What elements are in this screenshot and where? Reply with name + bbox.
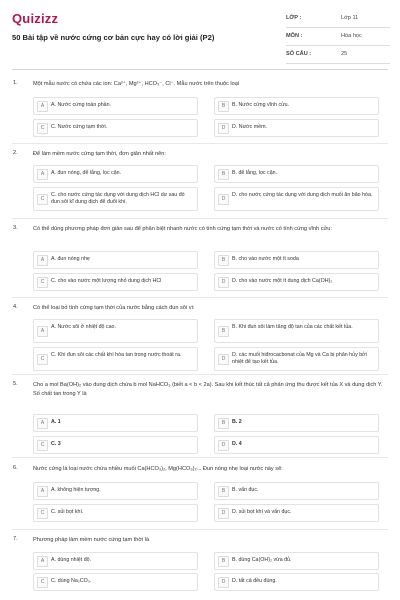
option-a[interactable] [33,97,198,115]
option-text: C. cho vào nước một lượng nhỏ dung dịch HCl [51,278,162,284]
option-a[interactable] [33,414,198,432]
meta-row-subject [286,28,390,46]
option-letter: A [37,556,48,567]
option-letter: C [37,508,48,519]
option-text: B. 2 [232,419,242,425]
option-letter: C [37,123,48,134]
option-text: B. Nước cứng vĩnh cửu. [232,102,290,108]
option-text: C. dùng Na₂CO₃. [51,578,92,584]
option-a[interactable] [33,319,198,343]
question-number: 4. [13,304,18,310]
question-text: Một mẫu nước có chứa các ion: Ca²⁺, Mg²⁺, HCO₃⁻, Cl⁻. Mẫu nước trên thuộc loại [33,81,240,87]
question-number: 2. [13,150,18,156]
option-text: D. tất cả đều đúng. [232,578,277,584]
option-letter: D [218,354,229,365]
option-text: C. Khi đun sôi các chất khí hòa tan trong nước thoát ra. [51,352,182,358]
option-text: C. Nước cứng tạm thời. [51,124,108,130]
option-d[interactable] [214,119,379,137]
question-divider [12,374,388,375]
option-b[interactable] [214,319,379,343]
option-a[interactable] [33,251,198,269]
quizizz-logo: Quizizz [12,11,59,26]
question-text: Phương pháp làm mềm nước cứng tạm thời là [33,537,150,543]
question-text: Nước cứng là loại nước chứa nhiều muối Ca(HCO₃)₂, Mg(HCO₃)₂... Đun nóng nhẹ loại nước này sẽ: [33,466,283,472]
option-letter: D [218,440,229,451]
question-text: Có thể dùng phương pháp đơn giản sau để phân biệt nhanh nước có tính cứng tạm thời và nước có tính cứng vĩnh cửu: [33,226,332,232]
option-text: A. không hiện tượng. [51,487,101,493]
option-letter: A [37,418,48,429]
option-b[interactable] [214,482,379,500]
option-text: D. sủi bọt khí và vẩn đục. [232,509,292,515]
question-text: Có thể loại bỏ tính cứng tạm thời của nước bằng cách đun sôi vì: [33,305,195,311]
option-letter: D [218,123,229,134]
option-text: A. đun nóng nhẹ [51,256,90,262]
question-text: Để làm mềm nước cứng tạm thời, đơn giản nhất nên: [33,151,166,157]
meta-key: LỚP : [286,15,302,21]
option-d[interactable] [214,187,379,211]
option-letter: B [218,169,229,180]
question-number: 6. [13,465,18,471]
question-text: Cho a mol Ba(OH)₂ vào dung dịch chứa b mol NaHCO₃ (biết a < b < 2a). Sau khi kết thúc tất cả phản ứng thu được kết tủa X và dung dịch Y. Số chất tan trong Y là [33,382,383,397]
meta-row-count [286,46,390,64]
option-b[interactable] [214,165,379,183]
option-text: C. 3 [51,441,61,447]
option-d[interactable] [214,573,379,591]
meta-value: 25 [341,51,348,57]
option-text: D. cho nước cứng tác dụng với dung dịch muối ăn bão hòa. [232,192,373,198]
option-letter: D [218,194,229,205]
option-a[interactable] [33,482,198,500]
option-d[interactable] [214,436,379,454]
question-number: 5. [13,381,18,387]
meta-value: Lớp 11 [341,15,359,21]
option-a[interactable] [33,552,198,570]
option-text: A. 1 [51,419,61,425]
question-divider [12,143,388,144]
option-d[interactable] [214,347,379,371]
worksheet-title: 50 Bài tập về nước cứng cơ bản cực hay có lời giải (P2) [12,33,215,42]
option-letter: B [218,486,229,497]
option-letter: B [218,418,229,429]
option-b[interactable] [214,97,379,115]
option-b[interactable] [214,251,379,269]
option-letter: C [37,277,48,288]
option-letter: B [218,255,229,266]
option-letter: C [37,577,48,588]
option-b[interactable] [214,414,379,432]
option-text: D. 4 [232,441,242,447]
option-letter: C [37,194,48,205]
option-text: A. dùng nhiệt độ. [51,557,92,563]
option-letter: B [218,556,229,567]
option-letter: A [37,255,48,266]
header-divider [12,69,388,70]
option-letter: D [218,508,229,519]
option-text: D. Nước mềm. [232,124,267,130]
question-divider [12,297,388,298]
option-text: B. để lắng, lọc cặn. [232,170,278,176]
option-letter: A [37,486,48,497]
question-number: 1. [13,80,18,86]
question-divider [12,218,388,219]
option-d[interactable] [214,504,379,522]
option-letter: C [37,440,48,451]
option-c[interactable] [33,273,198,291]
option-text: A. Nước sôi ở nhiệt độ cao. [51,324,116,330]
option-d[interactable] [214,273,379,291]
option-text: D. các muối hiđrocacbonat của Mg và Ca bị phân hủy bởi nhiệt để tạo kết tủa. [232,352,367,366]
meta-key: SỐ CÂU : [286,51,312,57]
option-c[interactable] [33,347,198,371]
option-letter: A [37,101,48,112]
option-text: B. cho vào nước một ít soda [232,256,299,262]
option-text: B. dùng Ca(OH)₂ vừa đủ. [232,557,292,563]
option-letter: D [218,577,229,588]
option-c[interactable] [33,504,198,522]
option-letter: D [218,277,229,288]
question-divider [12,457,388,458]
option-b[interactable] [214,552,379,570]
option-letter: C [37,354,48,365]
option-letter: A [37,326,48,337]
option-text: B. Khi đun sôi làm tăng độ tan của các chất kết tủa. [232,324,353,330]
option-c[interactable] [33,119,198,137]
option-text: C. sủi bọt khí. [51,509,84,515]
option-c[interactable] [33,436,198,454]
question-number: 7. [13,536,18,542]
option-text: B. vẩn đục. [232,487,259,493]
option-text: D. cho vào nước một ít dung dịch Ca(OH)₂ [232,278,333,284]
option-c[interactable] [33,187,198,211]
option-a[interactable] [33,165,198,183]
option-text: A. Nước cứng toàn phần. [51,102,112,108]
option-letter: A [37,169,48,180]
option-letter: B [218,326,229,337]
question-divider [12,529,388,530]
question-number: 3. [13,225,18,231]
meta-row-class [286,10,390,28]
option-letter: B [218,101,229,112]
option-text: A. đun nóng, để lắng, lọc cặn. [51,170,122,176]
worksheet-header [0,0,400,70]
meta-value: Hóa học [341,33,362,39]
option-text: C. cho nước cứng tác dụng với dung dịch HCl dư sau đó đun sôi kĩ dung dịch để đuổi khí. [51,192,185,206]
option-c[interactable] [33,573,198,591]
meta-key: MÔN : [286,33,303,39]
worksheet-meta [286,10,390,64]
